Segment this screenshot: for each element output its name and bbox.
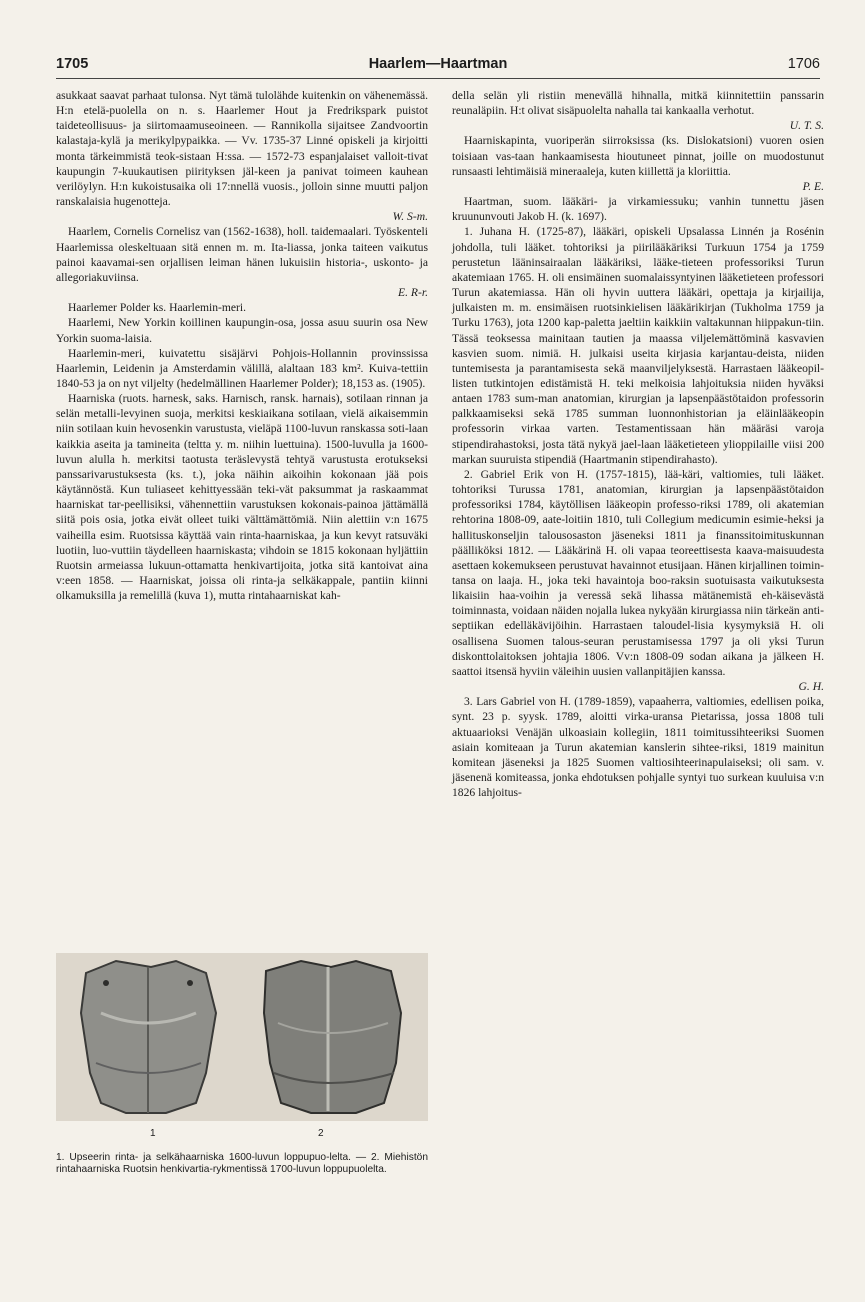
- entry-haartman: Haartman, suom. lääkäri- ja virkamiessuku; vanhin tunnettu jäsen kruununvouti Jakob H. (k. 1697).: [452, 195, 824, 224]
- signature: U. T. S.: [789, 119, 824, 133]
- figure-label-2: 2: [318, 1128, 324, 1139]
- paragraph: asukkaat saavat parhaat tulonsa. Nyt tämä tulolähde kuitenkin on vähenemässä. H:n etelä-puolella on n. s. Haarlemer Hout ja Fredrikspark puistot taideteollisuus- ja siirtomaamuseoineen. — Rannikolla sijaitsee Zandvoortin kalastaja-kylä ja merikylpypaikka. — Vv. 1735-37 Linné opiskeli ja kirjoitti monta tärkeimmistä teok-sistaan H:ssa. — 1572-73 espanjalaiset valloit-tivat kaupungin 7-kuukautisen piirityksen jäl-keen ja panivat toimeen kauhean verilöylyn. H:n kukoistusaika oli 17:nnellä vuosis., jolloin sinne muutti paljon ranskalaisia hugenotteja.: [56, 89, 428, 209]
- page-title: Haarlem—Haartman: [368, 56, 508, 72]
- figure-caption: 1. Upseerin rinta- ja selkähaarniska 1600-luvun loppupuo-lelta. — 2. Miehistön rintahaarniska Ruotsin henkivartia-rykmentissä 1700-luvun loppupuolelta.: [56, 1152, 428, 1175]
- paragraph: della selän yli ristiin menevällä hihnalla, mitkä kiinnitettiin panssarin reunaläpiin. H:t olivat sisäpuolelta nahalla tai kankaalla verhotut.: [452, 89, 824, 118]
- signature: E. R-r.: [398, 286, 428, 300]
- armor-photo-icon: [56, 953, 428, 1121]
- entry-juhana: 1. Juhana H. (1725-87), lääkäri, opiskeli Upsalassa Linnén ja Rosénin johdolla, tuli lääket. tohtoriksi ja piirilääkäriksi Turkuun 1754 ja 1759 perustetun lääninsairaalan lääkäriksi, lääke-tieteen professoriksi Turun akatemiaan 1765. H. oli ensimäinen suomalaissyntyinen lääketieteen professori Turun akatemiassa. Hän oli hyvin uuttera lääkäri, opettaja ja kirjailija, julkaisten m. m. ensimäisen ruotsinkielisen lääkärikirjan (Tukholma 1759 ja Turku 1763), jota 1200 kap-paletta jaeltiin kaikkiin valtakunnan hiippakun-tiin. Tässä teoksessa mainitaan tautien ja maassa viljelemättöminä kasvavien kasvien suom. nimiä. H. julkaisi useita kirjasia karjantau-deista, niiden tuntemisesta ja parantamisesta sekä maanviljelyksestä. Harrastaen lääkeopil-listen tutkintojen edistämistä H. teki melkoisia lahjoituksia niiden hyväksi antaen 1783 sum-man anatomian, kirurgian ja lapsenpäästötaidon professorin palkkaamiseksi sekä 1785 summan luonnonhistorian ja eläinlääkeopin professorin virkaa varten. Testamentissaan hän määräsi varoja stipendirahastoksi, josta tätä nykyä jael-laan lääketieteen ylioppilaille viisi 200 markan suuruista stipendiä (Haartmanin stipendirahasto).: [452, 225, 824, 466]
- entry-gabriel-erik: 2. Gabriel Erik von H. (1757-1815), lää-käri, valtiomies, tuli lääket. tohtoriksi Turussa 1781, anatomian, kirurgian ja lapsenpäästötaidon professoriksi 1784, käytöllisen lääkeopin professo-riksi 1789, oli akatemian rehtorina 1808-09, aate-loitiin 1810, tuli Collegium medicumin esimie-heksi ja hallituskonseljin talousosaston jäseneksi 1811 ja finanssitoimituskunnan päälliköksi 1812. — Lääkärinä H. oli vapaa teoreettisesta kaava-maisuudesta asettaen kokemukseen perustuvat havainnot etusijaan. Hänen kirjallinen toimin-tansa on laaja. H., joka teki havaintoja boo-raksin suotuisasta vaikutuksesta likaisiin haa-voihin ja veressä sekä lihassa mätänemistä eh-käisevästä toiminnasta, voidaan näiden nojalla lukea nykyään kirurgiassa niin tärkeän anti-septiikan edelläkävijöihin. Harrastaen taloudel-lisia kysymyksiä H. oli osallisena Suomen talous-seuran perustamisessa 1797 ja oli yksi Turun diskonttolaitoksen johtajia 1806. Vv:n 1808-09 sodan aikana ja jälkeen H. saattoi itsensä hyviin väleihin uusien vallanpitäjien kanssa.: [452, 467, 824, 678]
- entry-haarlemin-meri: Haarlemin-meri, kuivatettu sisäjärvi Pohjois-Hollannin provinssissa Haarlemin, Leidenin ja Amsterdamin välillä, alaltaan 183 km². Kuiva-tettiin 1840-53 ja on nyt viljelty (hedelmällinen Haarlemer Polder); 18,153 as. (1905).: [56, 346, 428, 390]
- page-header: [56, 56, 820, 78]
- entry-haarlem-cornelis: Haarlem, Cornelis Cornelisz van (1562-1638), holl. taidemaalari. Työskenteli Haarlemissa oleskeltuaan sitä ennen m. m. Ita-liassa, jonka taiteen vaikutus painoi kaavamai-sen orjallisen leiman hänen lukuisiin historia-, uskonto- ja allegoriakuviinsa.: [56, 225, 428, 284]
- entry-haarlemi: Haarlemi, New Yorkin koillinen kaupungin-osa, jossa asuu suurin osa New Yorkin suoma-laisia.: [56, 316, 428, 345]
- signature: G. H.: [798, 680, 824, 694]
- header-rule: [56, 78, 820, 79]
- figure-label-1: 1: [150, 1128, 156, 1139]
- page-number-left: 1705: [56, 56, 89, 72]
- entry-haarniska: Haarniska (ruots. harnesk, saks. Harnisch, ransk. harnais), sotilaan rinnan ja selän metalli-levyinen suoja, merkitsi keskiaikana sotilaan, vielä aikaisemmin niin sotilaan kuin hevosenkin varustusta, vieläpä 1100-luvun ranskassa soti-laan kaikkia aseita ja tamineita (teltta y. m. niihin luettuina). 1500-luvulla ja 1600-luvun alulla h. merkitsi taotusta teräslevystä tehtyä varustusta erotukseksi panssarivarustuksesta (ks. t.), joka näihin aikoihin kokonaan jää pois käytännöstä. Kun tuliaseet kehittyessään teki-vät paksummat ja raskaammat haarniskat tar-peellisiksi, vähennettiin varustuksen kokonais-painoa jättämällä siitä pois osia, jotka eivät olleet tuiki välttämättömiä. Niin alettiin v:n 1675 vaiheilla esim. Ruotsissa käyttää vain rinta-haarniskaa, ja kun kevyt ratsuväki luotiin, luo-vuttiin täydelleen haarniskasta; vihdoin se 1815 kokonaan hyljättiin Ruotsin armeiassa lukuun-ottamatta henkivartijoita, jotka sitä kantoivat aina v:een 1858. — Haarniskat, joissa oli rinta-ja selkäkappale, pantiin kiinni olkamuksilla ja remelillä (kuva 1), mutta rintahaarniskat kah-: [56, 392, 428, 603]
- signature: P. E.: [802, 179, 824, 193]
- entry-lars-gabriel: 3. Lars Gabriel von H. (1789-1859), vapaaherra, valtiomies, edellisen poika, synt. 23 p. syysk. 1789, aloitti virka-uransa Pietarissa, jossa 1808 tuli aktuaarioksi Venäjän ulkoasiain kollegiin, 1811 toimitussihteeriksi Suomen asiain komiteaan ja Turun akatemian kanslerin sihtee-riksi, 1819 mainitun komitean jäseneksi ja 1825 Suomen valtiosihteerinapulaiseksi; oli sam. v. jäsenenä komiteassa, jonka ehdotuksen pohjalle syntyi tuo surkean kuuluisa v:n 1826 lahjoitus-: [452, 695, 824, 800]
- page-number-right: 1706: [787, 56, 820, 72]
- signature: W. S-m.: [392, 210, 428, 224]
- entry-haarlemer-polder: Haarlemer Polder ks. Haarlemin-meri.: [68, 301, 247, 315]
- right-column: [452, 88, 824, 800]
- left-column: [56, 88, 428, 603]
- entry-haarniskapinta: Haarniskapinta, vuoriperän siirroksissa (ks. Dislokatsioni) vuoren osien toisiaan vas-taan hankaamisesta hioutuneet pinnat, joille on muodostunut runsaasti lehtimäisiä mineraaleja, kuten kiillettä ja kloriittia.: [452, 134, 824, 178]
